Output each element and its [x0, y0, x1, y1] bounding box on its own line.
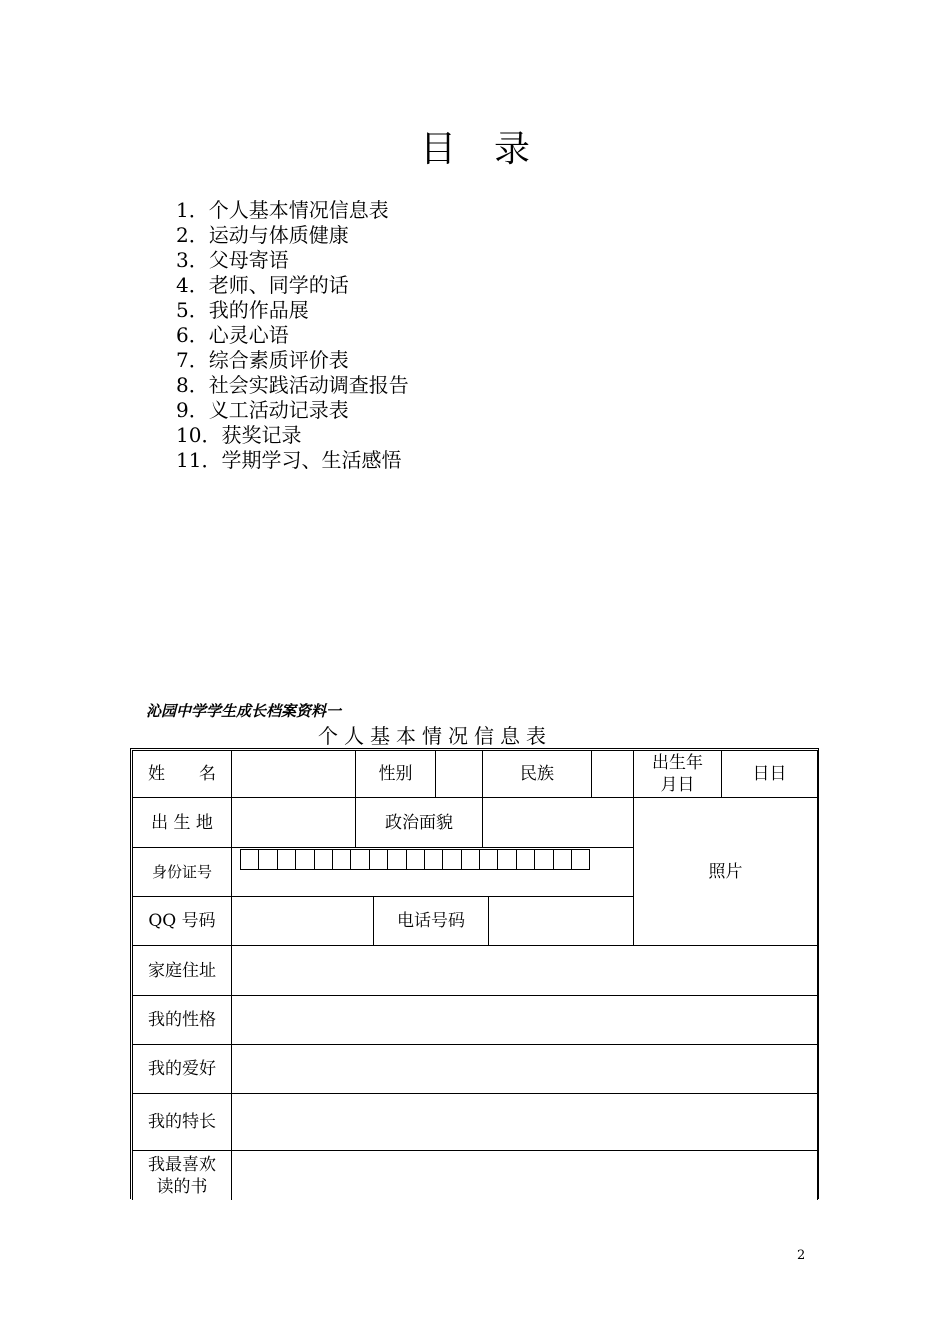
personality-label: 我的性格 [132, 995, 232, 1045]
favorite-book-field[interactable] [231, 1150, 818, 1200]
phone-label: 电话号码 [373, 896, 489, 946]
gender-field[interactable] [435, 750, 483, 798]
political-status-label: 政治面貌 [355, 797, 483, 848]
specialties-field[interactable] [231, 1093, 818, 1151]
toc-item: 1．个人基本情况信息表 [176, 198, 389, 222]
toc-item: 7．综合素质评价表 [176, 348, 349, 372]
toc-item: 3．父母寄语 [176, 248, 289, 272]
qq-label: QQ 号码 [132, 896, 232, 946]
toc-title: 目录 [419, 129, 568, 170]
name-field[interactable] [231, 750, 356, 798]
toc-item: 10．获奖记录 [176, 423, 302, 447]
ethnicity-label: 民族 [482, 750, 592, 798]
birthplace-field[interactable] [231, 797, 356, 848]
specialties-label: 我的特长 [132, 1093, 232, 1151]
birth-date-value[interactable]: 日日 [721, 750, 818, 798]
toc-item: 9．义工活动记录表 [176, 398, 349, 422]
address-field[interactable] [231, 945, 818, 996]
toc-item: 2．运动与体质健康 [176, 223, 349, 247]
toc-item: 11．学期学习、生活感悟 [176, 448, 402, 472]
phone-field[interactable] [488, 896, 634, 946]
name-label: 姓 名 [132, 750, 232, 798]
hobbies-label: 我的爱好 [132, 1044, 232, 1094]
toc-item: 8．社会实践活动调查报告 [176, 373, 409, 397]
ethnicity-field[interactable] [591, 750, 634, 798]
favorite-book-label: 我最喜欢读的书 [132, 1150, 232, 1200]
hobbies-field[interactable] [231, 1044, 818, 1094]
personality-field[interactable] [231, 995, 818, 1045]
page-number: 2 [797, 1248, 806, 1263]
form-title: 个人基本情况信息表 [318, 724, 552, 748]
birthplace-label: 出 生 地 [132, 797, 232, 848]
birth-date-label: 出生年月日 [633, 750, 722, 798]
toc-item: 6．心灵心语 [176, 323, 289, 347]
form-subtitle: 沁园中学学生成长档案资料一 [146, 702, 342, 720]
id-number-digit-boxes [240, 849, 590, 870]
id-number-label: 身份证号 [132, 847, 232, 897]
toc-item: 5．我的作品展 [176, 298, 309, 322]
photo-box: 照片 [633, 797, 818, 946]
qq-field[interactable] [231, 896, 374, 946]
gender-label: 性别 [355, 750, 436, 798]
political-status-field[interactable] [482, 797, 634, 848]
address-label: 家庭住址 [132, 945, 232, 996]
toc-list [176, 198, 409, 473]
toc-item: 4．老师、同学的话 [176, 273, 349, 297]
